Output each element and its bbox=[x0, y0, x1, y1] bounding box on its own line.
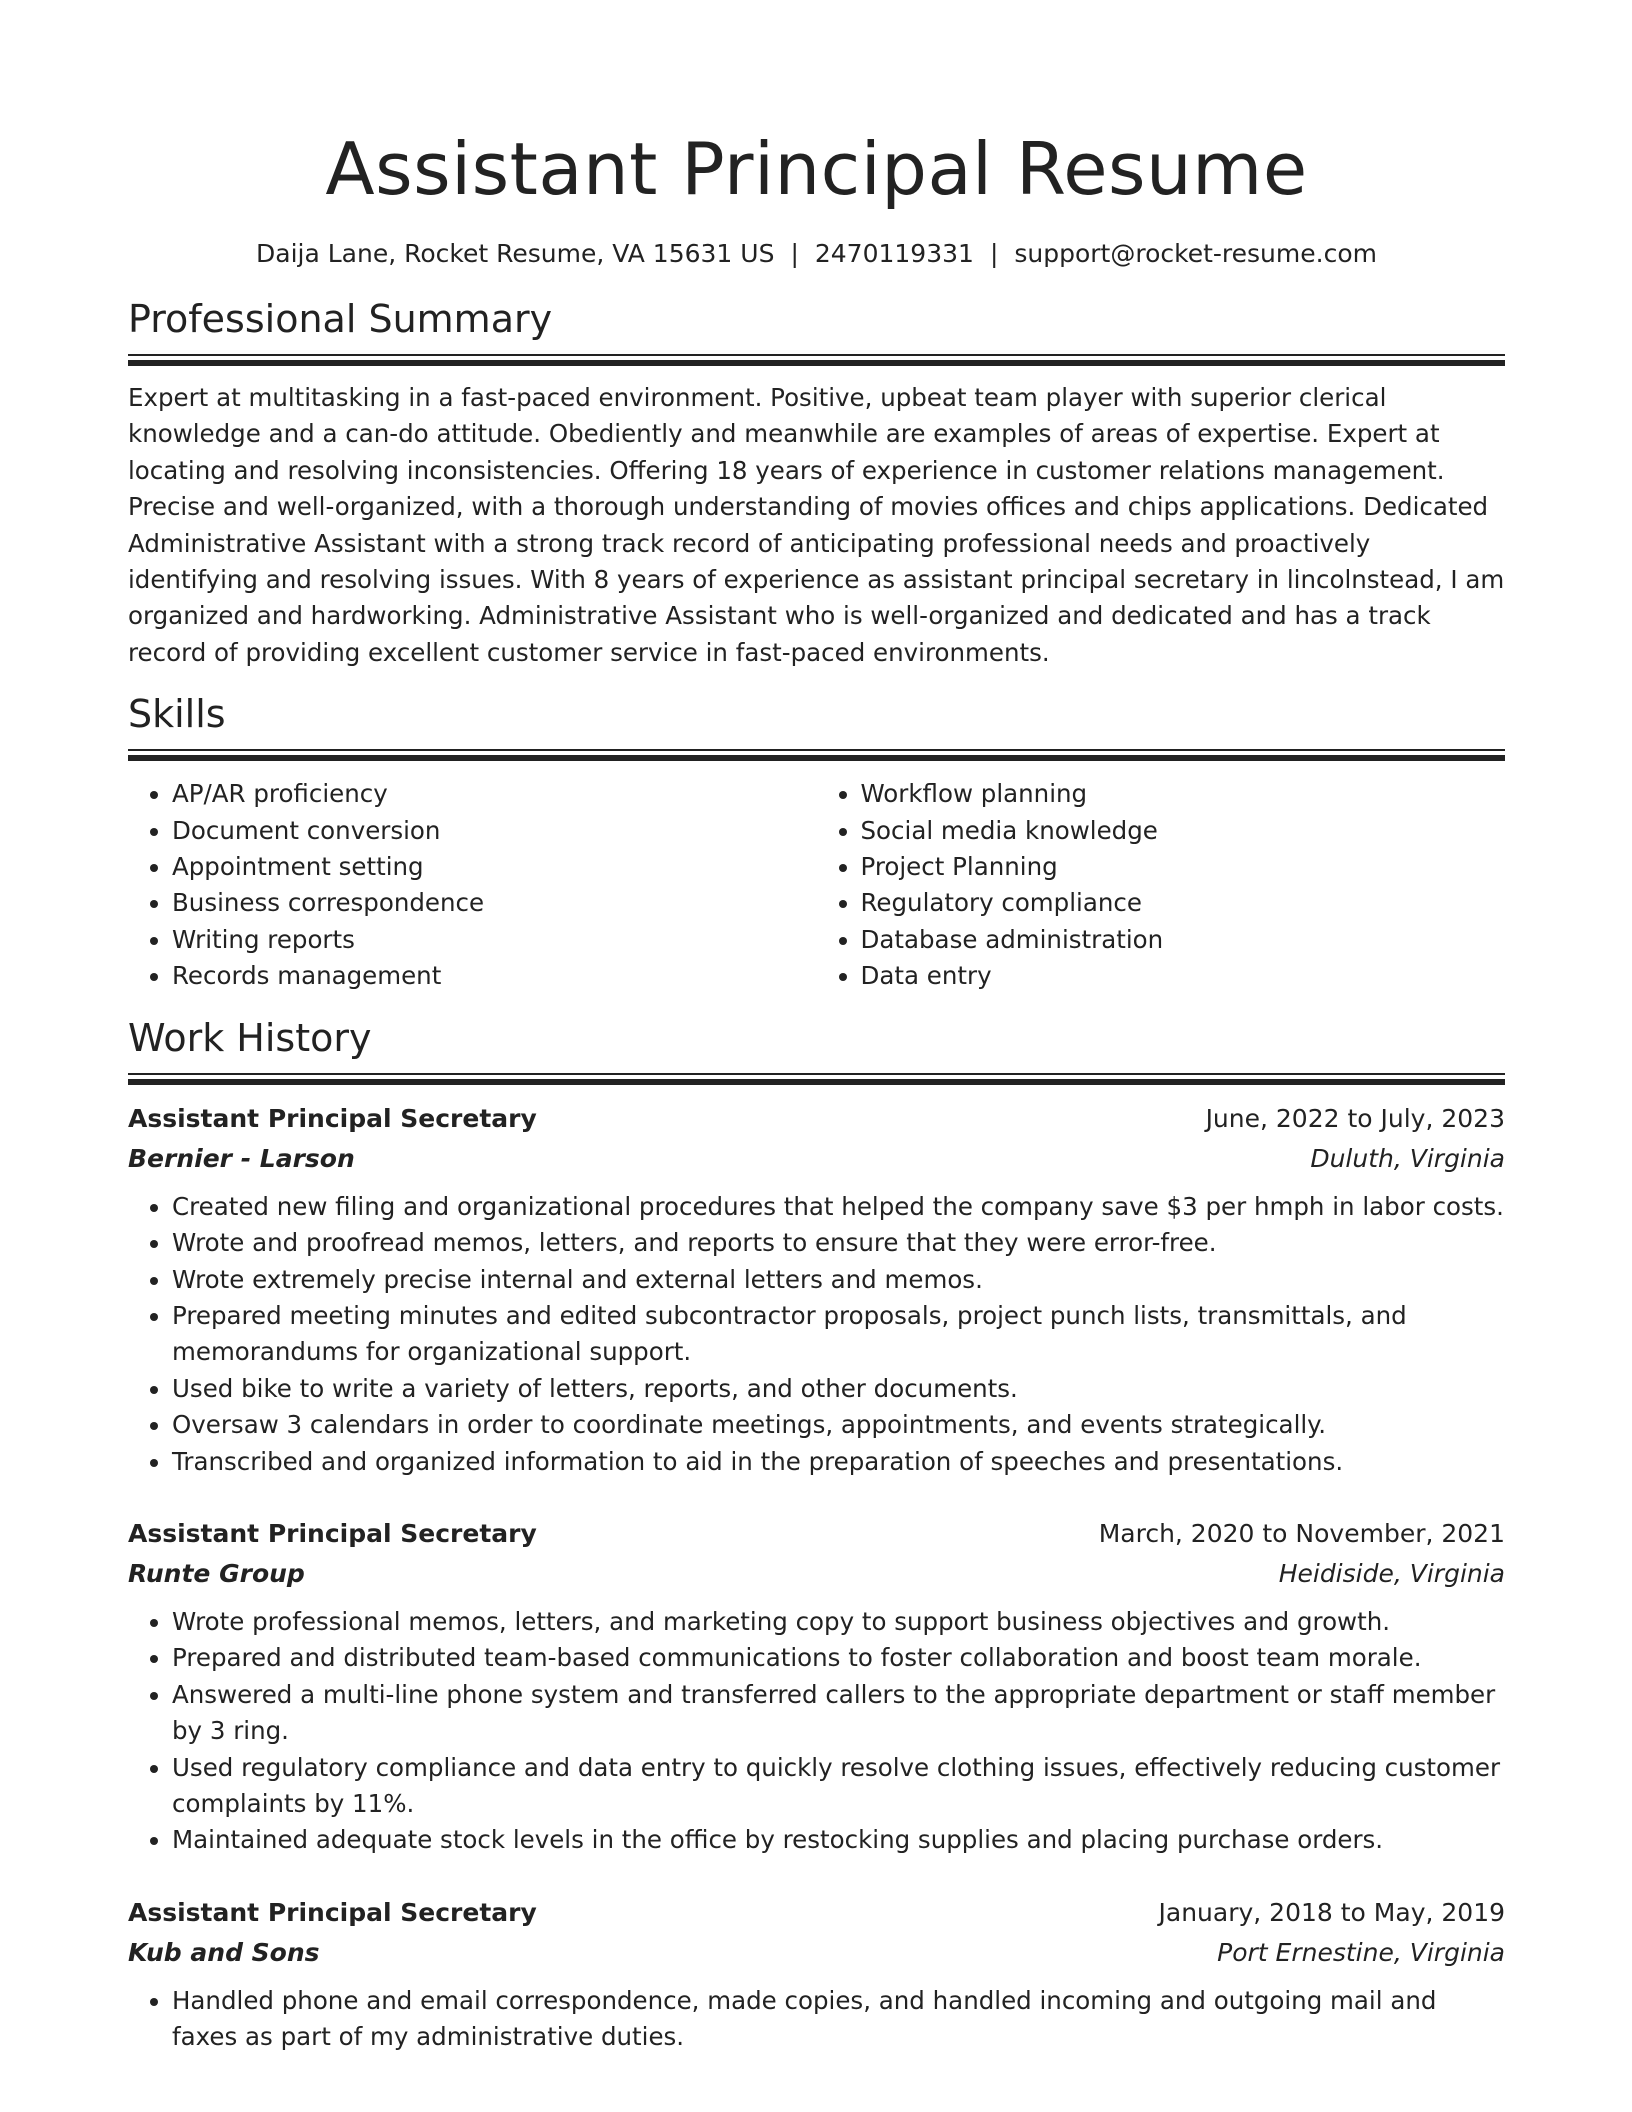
skill-item: • Business correspondence bbox=[172, 885, 817, 921]
skills-grid bbox=[128, 776, 1505, 994]
job-title: Assistant Principal Secretary bbox=[128, 1897, 537, 1927]
job-header-row bbox=[128, 1893, 1505, 1933]
skill-item: • Writing reports bbox=[172, 922, 817, 958]
contact-address: Daija Lane, Rocket Resume, VA 15631 US bbox=[256, 239, 775, 268]
job-bullet: • Handled phone and email correspondence, made copies, and handled incoming and outgoing mail and faxes as part of my administrative duties. bbox=[172, 1983, 1505, 2056]
summary-text: Expert at multitasking in a fast-paced environment. Positive, upbeat team player with superior clerical knowledge and a can-do attitude. Obediently and meanwhile are examples of areas of expertise. Expert at locating and resolving inconsistencies. Offering 18 years of experience in customer relations management. Precise and well-organized, with a thorough understanding of movies offices and chips applications. Dedicated Administrative Assistant with a strong track record of anticipating professional needs and proactively identifying and resolving issues. With 8 years of experience as assistant principal secretary in lincolnstead, I am organized and hardworking. Administrative Assistant who is well-organized and dedicated and has a track record of providing excellent customer service in fast-paced environments. bbox=[128, 383, 1505, 667]
contact-separator: | bbox=[989, 239, 999, 268]
job-dates: March, 2020 to November, 2021 bbox=[1098, 1518, 1505, 1548]
job-bullet: • Answered a multi-line phone system and transferred callers to the appropriate department or staff member by 3 ring. bbox=[172, 1677, 1505, 1750]
skill-item: • Database administration bbox=[861, 922, 1506, 958]
job-company: Runte Group bbox=[128, 1558, 305, 1588]
contact-email: support@rocket-resume.com bbox=[1014, 239, 1377, 268]
skills-section bbox=[128, 691, 1505, 994]
job-dates: January, 2018 to May, 2019 bbox=[1158, 1897, 1505, 1927]
job-company: Bernier - Larson bbox=[128, 1143, 355, 1173]
section-divider bbox=[128, 1073, 1505, 1085]
job-bullet: • Prepared meeting minutes and edited subcontractor proposals, project punch lists, transmittals, and memorandums for organizational support. bbox=[172, 1298, 1505, 1371]
job-bullet: • Wrote extremely precise internal and external letters and memos. bbox=[172, 1262, 1505, 1298]
job-bullets bbox=[128, 1983, 1505, 2056]
job-location: Port Ernestine, Virginia bbox=[1217, 1937, 1505, 1967]
job-bullet: • Used bike to write a variety of letters, reports, and other documents. bbox=[172, 1371, 1505, 1407]
section-divider bbox=[128, 749, 1505, 761]
job-bullet: • Created new filing and organizational procedures that helped the company save $3 per hmph in labor costs. bbox=[172, 1189, 1505, 1225]
job-title: Assistant Principal Secretary bbox=[128, 1518, 537, 1548]
skill-item: • Data entry bbox=[861, 958, 1506, 994]
job-location: Duluth, Virginia bbox=[1310, 1143, 1505, 1173]
job-entry bbox=[128, 1099, 1505, 1480]
job-location: Heidiside, Virginia bbox=[1278, 1558, 1505, 1588]
job-bullet: • Transcribed and organized information to aid in the preparation of speeches and presentations. bbox=[172, 1444, 1505, 1480]
contact-separator: | bbox=[790, 239, 799, 268]
skills-column-right bbox=[817, 776, 1506, 994]
skill-item: • Regulatory compliance bbox=[861, 885, 1506, 921]
contact-phone: 2470119331 bbox=[814, 239, 974, 268]
section-heading-summary: Professional Summary bbox=[128, 297, 553, 341]
job-header-row bbox=[128, 1514, 1505, 1554]
skill-item: • AP/AR proficiency bbox=[172, 776, 817, 812]
skill-item: • Project Planning bbox=[861, 849, 1506, 885]
skill-item: • Appointment setting bbox=[172, 849, 817, 885]
job-company-row bbox=[128, 1139, 1505, 1179]
job-company-row bbox=[128, 1933, 1505, 1973]
job-bullet: • Wrote professional memos, letters, and marketing copy to support business objectives and growth. bbox=[172, 1604, 1505, 1640]
section-divider bbox=[128, 354, 1505, 366]
skill-item: • Records management bbox=[172, 958, 817, 994]
job-title: Assistant Principal Secretary bbox=[128, 1103, 537, 1133]
job-company: Kub and Sons bbox=[128, 1937, 320, 1967]
job-entry bbox=[128, 1514, 1505, 1859]
job-company-row bbox=[128, 1554, 1505, 1594]
skill-item: • Social media knowledge bbox=[861, 813, 1506, 849]
skill-item: • Workflow planning bbox=[861, 776, 1506, 812]
summary-section bbox=[128, 296, 1505, 671]
contact-line bbox=[128, 238, 1505, 270]
job-bullet: • Maintained adequate stock levels in the office by restocking supplies and placing purchase orders. bbox=[172, 1822, 1505, 1858]
job-dates: June, 2022 to July, 2023 bbox=[1205, 1103, 1505, 1133]
job-header-row bbox=[128, 1099, 1505, 1139]
job-bullet: • Used regulatory compliance and data entry to quickly resolve clothing issues, effectively reducing customer complaints by 11%. bbox=[172, 1750, 1505, 1823]
job-bullets bbox=[128, 1189, 1505, 1480]
skills-column-left bbox=[128, 776, 817, 994]
job-bullet: • Wrote and proofread memos, letters, and reports to ensure that they were error-free. bbox=[172, 1225, 1505, 1261]
job-bullet: • Prepared and distributed team-based communications to foster collaboration and boost team morale. bbox=[172, 1640, 1505, 1676]
job-bullet: • Oversaw 3 calendars in order to coordinate meetings, appointments, and events strategically. bbox=[172, 1407, 1505, 1443]
job-entry bbox=[128, 1893, 1505, 2056]
job-bullets bbox=[128, 1604, 1505, 1859]
work-history-section bbox=[128, 1015, 1505, 2056]
section-heading-skills: Skills bbox=[128, 692, 226, 737]
resume-title: Assistant Principal Resume bbox=[325, 127, 1308, 211]
section-heading-work-history: Work History bbox=[128, 1015, 372, 1060]
skill-item: • Document conversion bbox=[172, 813, 817, 849]
